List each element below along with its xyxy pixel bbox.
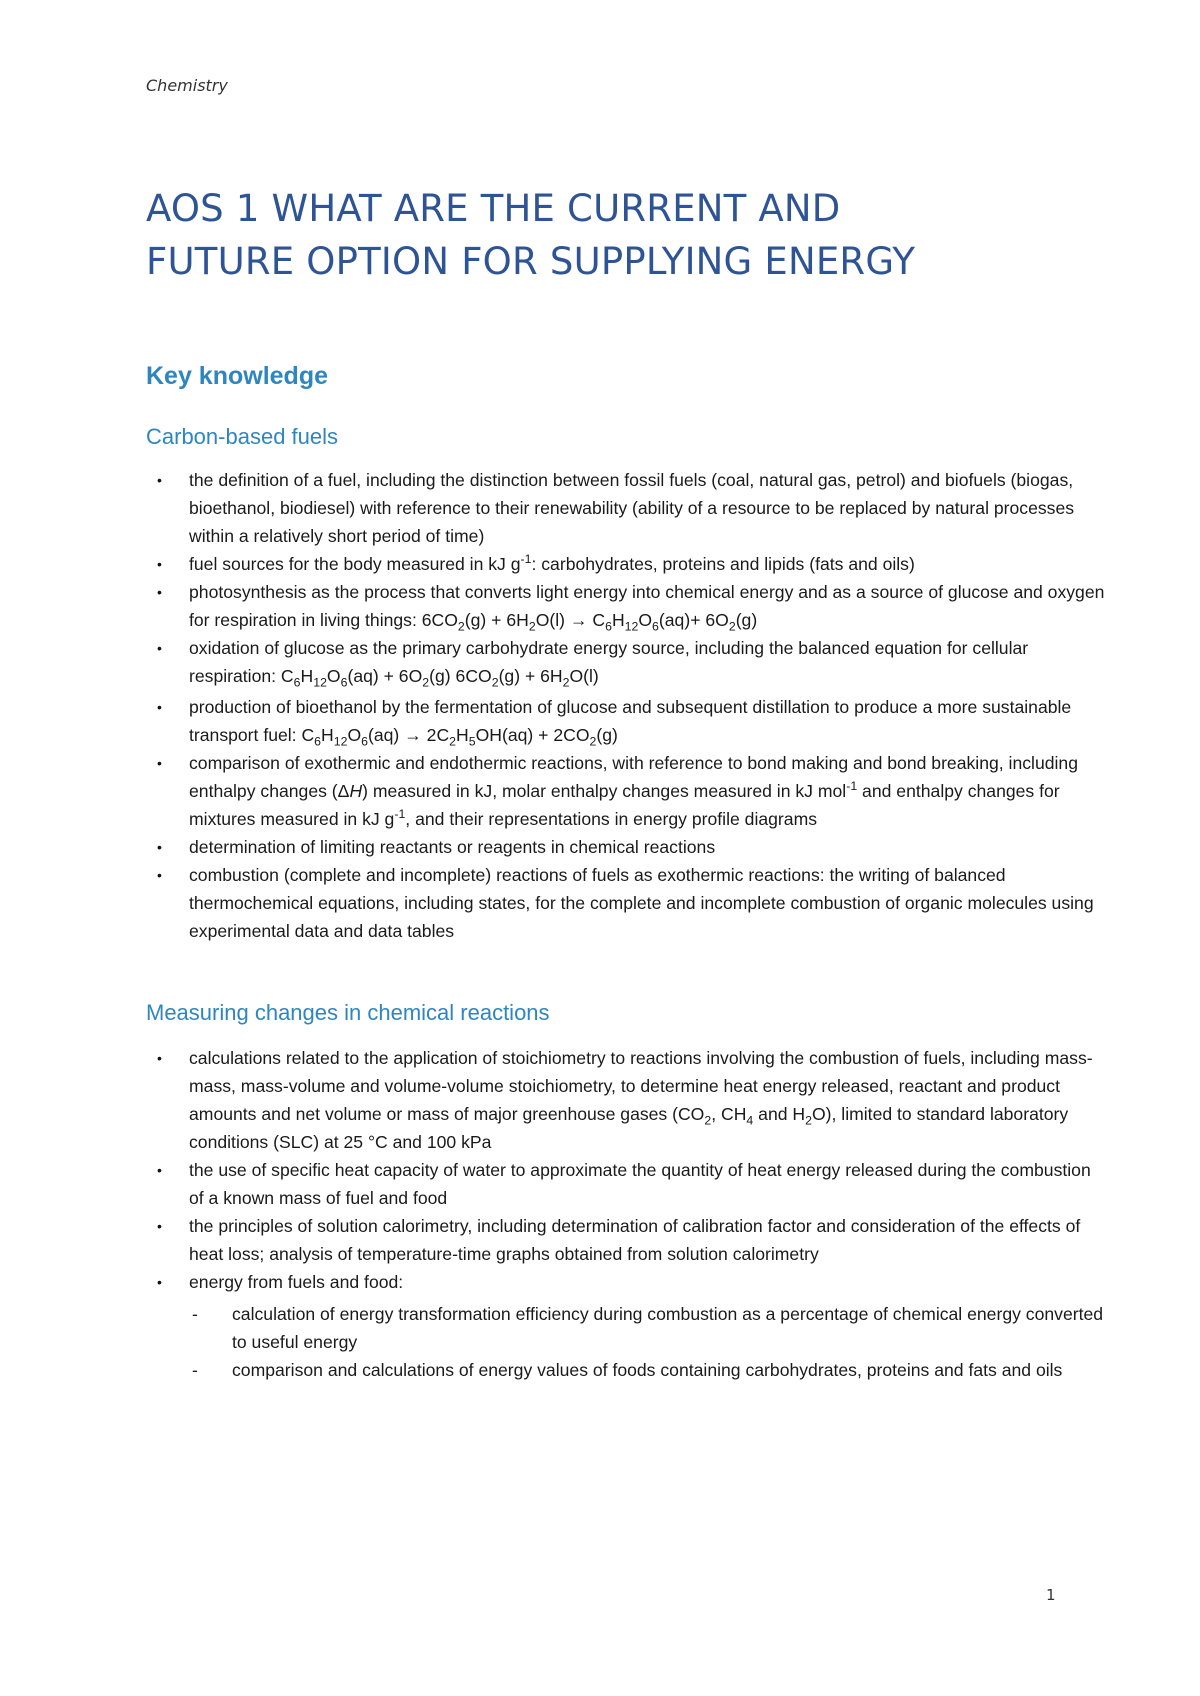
bullet-icon: • (157, 1274, 162, 1290)
list-item: • the use of specific heat capacity of water to approximate the quantity of heat energy released during the combustion of a known mass of fuel and food (146, 1156, 1106, 1212)
bullet-icon: • (157, 699, 162, 715)
bullet-icon: • (157, 472, 162, 488)
title-line-1: AOS 1 WHAT ARE THE CURRENT AND (146, 187, 841, 230)
measuring-changes-list (146, 1044, 1106, 1384)
bullet-icon: • (157, 755, 162, 771)
list-item: • oxidation of glucose as the primary carbohydrate energy source, including the balanced equation for cellular respiration: $C_6H_{12}O_6(aq) + 6O_2(g) 6CO_2(g) + 6H_2O(l)$ (146, 634, 1106, 693)
page-title (146, 182, 1126, 288)
page-number: 1 (1046, 1586, 1056, 1604)
list-item: • energy from fuels and food: - calculation of energy transformation efficiency during combustion as a percentage of chemical energy converted to useful energy - comparison and calculations of energy values of foods containing carbohydrates, proteins and fats and oils (146, 1268, 1106, 1384)
sub-list-item: - comparison and calculations of energy values of foods containing carbohydrates, proteins and fats and oils (189, 1356, 1106, 1384)
key-knowledge-heading: Key knowledge (146, 362, 328, 390)
section-heading-measuring-changes: Measuring changes in chemical reactions (146, 1000, 550, 1025)
dash-icon: - (192, 1304, 198, 1324)
sub-list (189, 1300, 1106, 1384)
list-item: • the definition of a fuel, including the distinction between fossil fuels (coal, natural gas, petrol) and biofuels (biogas, bioethanol, biodiesel) with reference to their renewability (ability of a resource to be replaced by natural processes within a relatively short period of time) (146, 466, 1106, 550)
bullet-icon: • (157, 556, 162, 572)
list-item: • the principles of solution calorimetry, including determination of calibration factor and consideration of the effects of heat loss; analysis of temperature-time graphs obtained from solution calorimetry (146, 1212, 1106, 1268)
running-header: Chemistry (146, 76, 228, 95)
bullet-icon: • (157, 839, 162, 855)
bullet-icon: • (157, 640, 162, 656)
section-heading-carbon-fuels: Carbon-based fuels (146, 424, 339, 449)
dash-icon: - (192, 1360, 198, 1380)
bullet-icon: • (157, 1218, 162, 1234)
title-line-2: FUTURE OPTION FOR SUPPLYING ENERGY (146, 240, 916, 283)
sub-list-item: - calculation of energy transformation efficiency during combustion as a percentage of chemical energy converted to useful energy (189, 1300, 1106, 1356)
list-item: • determination of limiting reactants or reagents in chemical reactions (146, 833, 1106, 861)
bullet-icon: • (157, 584, 162, 600)
list-item: • calculations related to the application of stoichiometry to reactions involving the combustion of fuels, including mass-mass, mass-volume and volume-volume stoichiometry, to determine heat energy released, reactant and product amounts and net volume or mass of major greenhouse gases ($CO_2$, $CH_4$ and $H_2O$), limited to standard laboratory conditions (SLC) at 25 °C and 100 kPa (146, 1044, 1106, 1156)
list-item: • production of bioethanol by the fermentation of glucose and subsequent distillation to produce a more sustainable transport fuel: $C_6H_{12}O_6(aq) \to 2C_2H_5OH(aq) + 2CO_2(g)$ (146, 693, 1106, 749)
carbon-fuels-list (146, 466, 1106, 945)
bullet-icon: • (157, 1050, 162, 1066)
bullet-icon: • (157, 867, 162, 883)
list-item: • photosynthesis as the process that converts light energy into chemical energy and as a source of glucose and oxygen for respiration in living things: $6CO_2(g) + 6H_2O(l) \to C_6H_{12}O_6(aq)+ 6O_2(g)$ (146, 578, 1106, 634)
list-item: • fuel sources for the body measured in kJ $g^{-1}$: carbohydrates, proteins and lipids (fats and oils) (146, 550, 1106, 578)
bullet-icon: • (157, 1162, 162, 1178)
list-item: • combustion (complete and incomplete) reactions of fuels as exothermic reactions: the writing of balanced thermochemical equations, including states, for the complete and incomplete combustion of organic molecules using experimental data and data tables (146, 861, 1106, 945)
list-item: • comparison of exothermic and endothermic reactions, with reference to bond making and bond breaking, including enthalpy changes (ΔH) measured in kJ, molar enthalpy changes measured in kJ mol$^{-1}$ and enthalpy changes for mixtures measured in kJ $g^{-1}$, and their representations in energy profile diagrams (146, 749, 1106, 833)
